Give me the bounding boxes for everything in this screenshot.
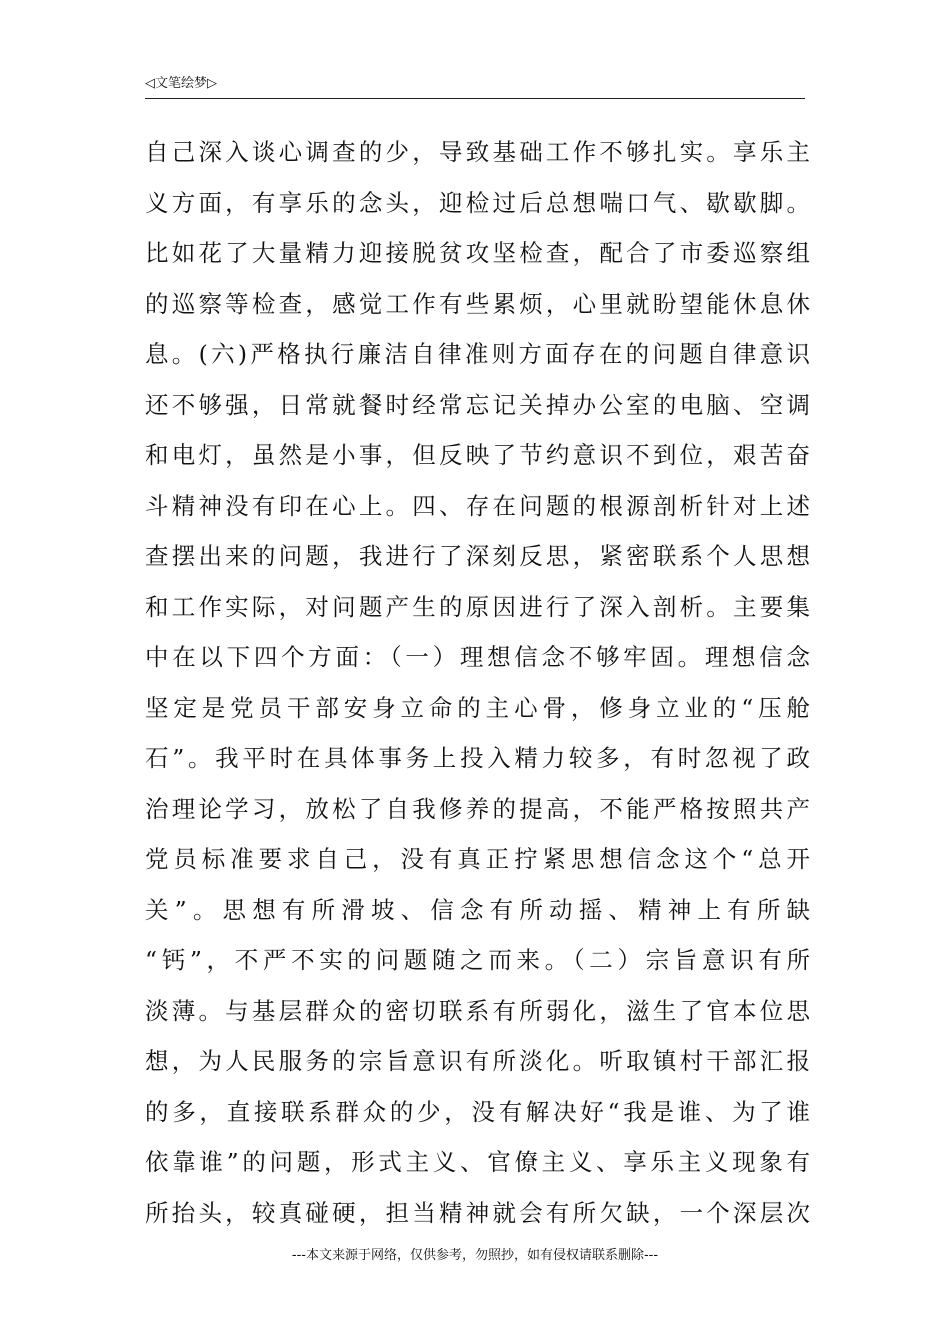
text-line: 自己深入谈心调查的少，导致基础工作不够扎实。享乐主 xyxy=(145,138,810,166)
text-line: 查摆出来的问题，我进行了深刻反思，紧密联系个人思想 xyxy=(145,542,810,570)
text-line: 关”。思想有所滑坡、信念有所动摇、精神上有所缺 xyxy=(145,895,810,924)
text-line: 淡薄。与基层群众的密切联系有所弱化，滋生了官本位思 xyxy=(145,996,810,1025)
page-footer: ---本文来源于网络，仅供参考，勿照抄，如有侵权请联系删除--- xyxy=(291,1248,659,1263)
page-header xyxy=(145,74,805,99)
text-line: 和电灯，虽然是小事，但反映了节约意识不到位，艰苦奋 xyxy=(145,441,810,469)
text-line: 党员标准要求自己，没有真正拧紧思想信念这个“总开 xyxy=(145,845,810,873)
text-line: 义方面，有享乐的念头，迎检过后总想喘口气、歇歇脚。 xyxy=(145,188,810,217)
text-line: 石”。我平时在具体事务上投入精力较多，有时忽视了政 xyxy=(145,744,810,772)
header-title: ◁文笔绘梦▷ xyxy=(145,76,217,91)
text-line: 还不够强，日常就餐时经常忘记关掉办公室的电脑、空调 xyxy=(145,390,810,419)
text-line: 想，为人民服务的宗旨意识有所淡化。听取镇村干部汇报 xyxy=(145,1047,810,1075)
text-line: 所抬头，较真碰硬，担当精神就会有所欠缺，一个深层次 xyxy=(145,1198,810,1227)
text-line: 坚定是党员干部安身立命的主心骨，修身立业的“压舱 xyxy=(145,693,810,722)
text-line: 依靠谁”的问题，形式主义、官僚主义、享乐主义现象有 xyxy=(145,1148,810,1176)
document-body xyxy=(145,132,810,1243)
text-line: 斗精神没有印在心上。四、存在问题的根源剖析针对上述 xyxy=(145,491,810,520)
text-line: 和工作实际，对问题产生的原因进行了深入剖析。主要集 xyxy=(145,592,810,621)
text-line: “钙”，不严不实的问题随之而来。（二）宗旨意识有所 xyxy=(145,946,810,974)
text-line: 息。(六)严格执行廉洁自律准则方面存在的问题自律意识 xyxy=(145,340,810,368)
text-line: 中在以下四个方面：（一）理想信念不够牢固。理想信念 xyxy=(145,643,810,671)
text-line: 的多，直接联系群众的少，没有解决好“我是谁、为了谁 xyxy=(145,1097,810,1126)
text-line: 治理论学习，放松了自我修养的提高，不能严格按照共产 xyxy=(145,794,810,823)
text-line: 比如花了大量精力迎接脱贫攻坚检查，配合了市委巡察组 xyxy=(145,239,810,267)
text-line: 的巡察等检查，感觉工作有些累烦，心里就盼望能休息休 xyxy=(145,289,810,318)
